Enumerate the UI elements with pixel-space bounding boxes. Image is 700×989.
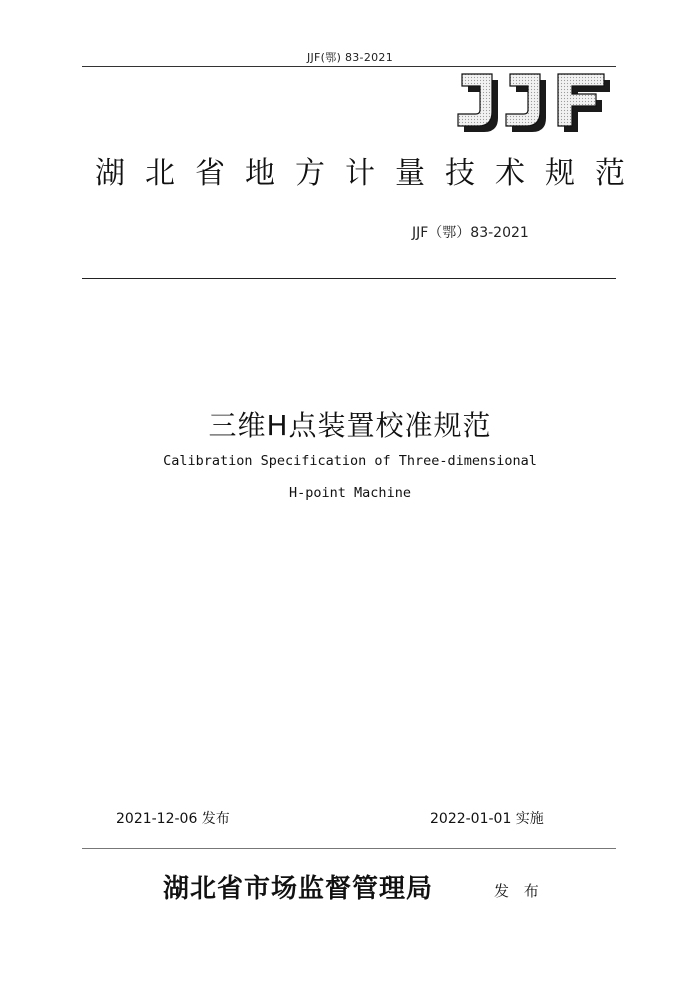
header-code: JJF(鄂) 83-2021 (306, 51, 394, 64)
document-code: JJF（鄂）83-2021 (412, 225, 529, 241)
logo-letter-f (558, 74, 610, 132)
logo-letter-j2 (506, 74, 546, 132)
title-chinese: 三维H点装置校准规范 (208, 409, 492, 442)
publish-label: 发 布 (494, 882, 544, 900)
jjf-logo (452, 70, 612, 140)
org-title: 湖北省地方计量技术规范 (95, 156, 645, 191)
title-rule (82, 278, 616, 279)
title-english-line-2: H-point Machine (289, 485, 411, 501)
header-rule (82, 66, 616, 67)
footer-rule (82, 848, 616, 849)
title-english-line-1: Calibration Specification of Three-dimensional (163, 453, 537, 469)
logo-letter-j1 (458, 74, 498, 132)
release-date: 2021-12-06 发布 (116, 811, 230, 827)
effective-date: 2022-01-01 实施 (430, 811, 544, 827)
publisher-name: 湖北省市场监督管理局 (163, 874, 434, 904)
